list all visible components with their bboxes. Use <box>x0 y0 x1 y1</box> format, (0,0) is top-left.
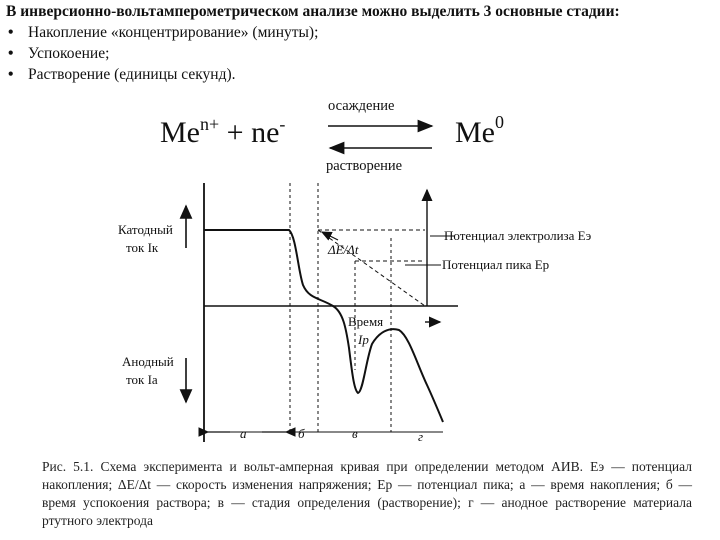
time-label: Время <box>348 314 384 329</box>
intro-heading: В инверсионно-вольтамперометрическом анализе можно выделить 3 основные стадии: <box>6 3 620 20</box>
figure-caption: Рис. 5.1. Схема эксперимента и вольт-амперная кривая при определении методом АИВ. Eэ — потенциал накопления; ΔE/Δt — скорость изменения напряжения; Ep — потенциал пика; а — время накопления; б — время успокоения раствора; в — стадия определения (растворение); г — анодное растворение материала ртутного электрода <box>42 459 692 528</box>
current-curve <box>204 230 443 422</box>
equation-right: Me$^0$ <box>455 112 504 149</box>
stage-item-calming: • Успокоение; <box>6 43 714 64</box>
stage-b-label: б <box>298 426 305 441</box>
cathodic-label-line1: Катодный <box>118 222 173 237</box>
peak-potential-label: Потенциал пика Ep <box>442 257 550 272</box>
stage-item-dissolution: • Растворение (единицы секунд). <box>6 64 714 85</box>
stage-item-accumulation: • Накопление «концентрирование» (минуты); <box>6 22 714 43</box>
stage-c-label: в <box>352 426 358 441</box>
peak-current-label: Ip <box>358 332 369 347</box>
anodic-label-line2: ток Iа <box>126 372 158 387</box>
reverse-label: растворение <box>326 158 403 174</box>
stage-d-label: г <box>418 429 424 444</box>
equation-left: $Me^{n+} + ne^-$ <box>160 114 286 149</box>
anodic-label-line1: Анодный <box>122 354 174 369</box>
forward-label: осаждение <box>328 98 395 114</box>
electrolysis-potential-label: Потенциал электролиза Eэ <box>444 228 592 243</box>
stage-a-label: а <box>240 426 247 441</box>
sweep-rate-label: ΔE/Δt <box>328 242 359 257</box>
cathodic-label-line2: ток Iк <box>126 240 159 255</box>
